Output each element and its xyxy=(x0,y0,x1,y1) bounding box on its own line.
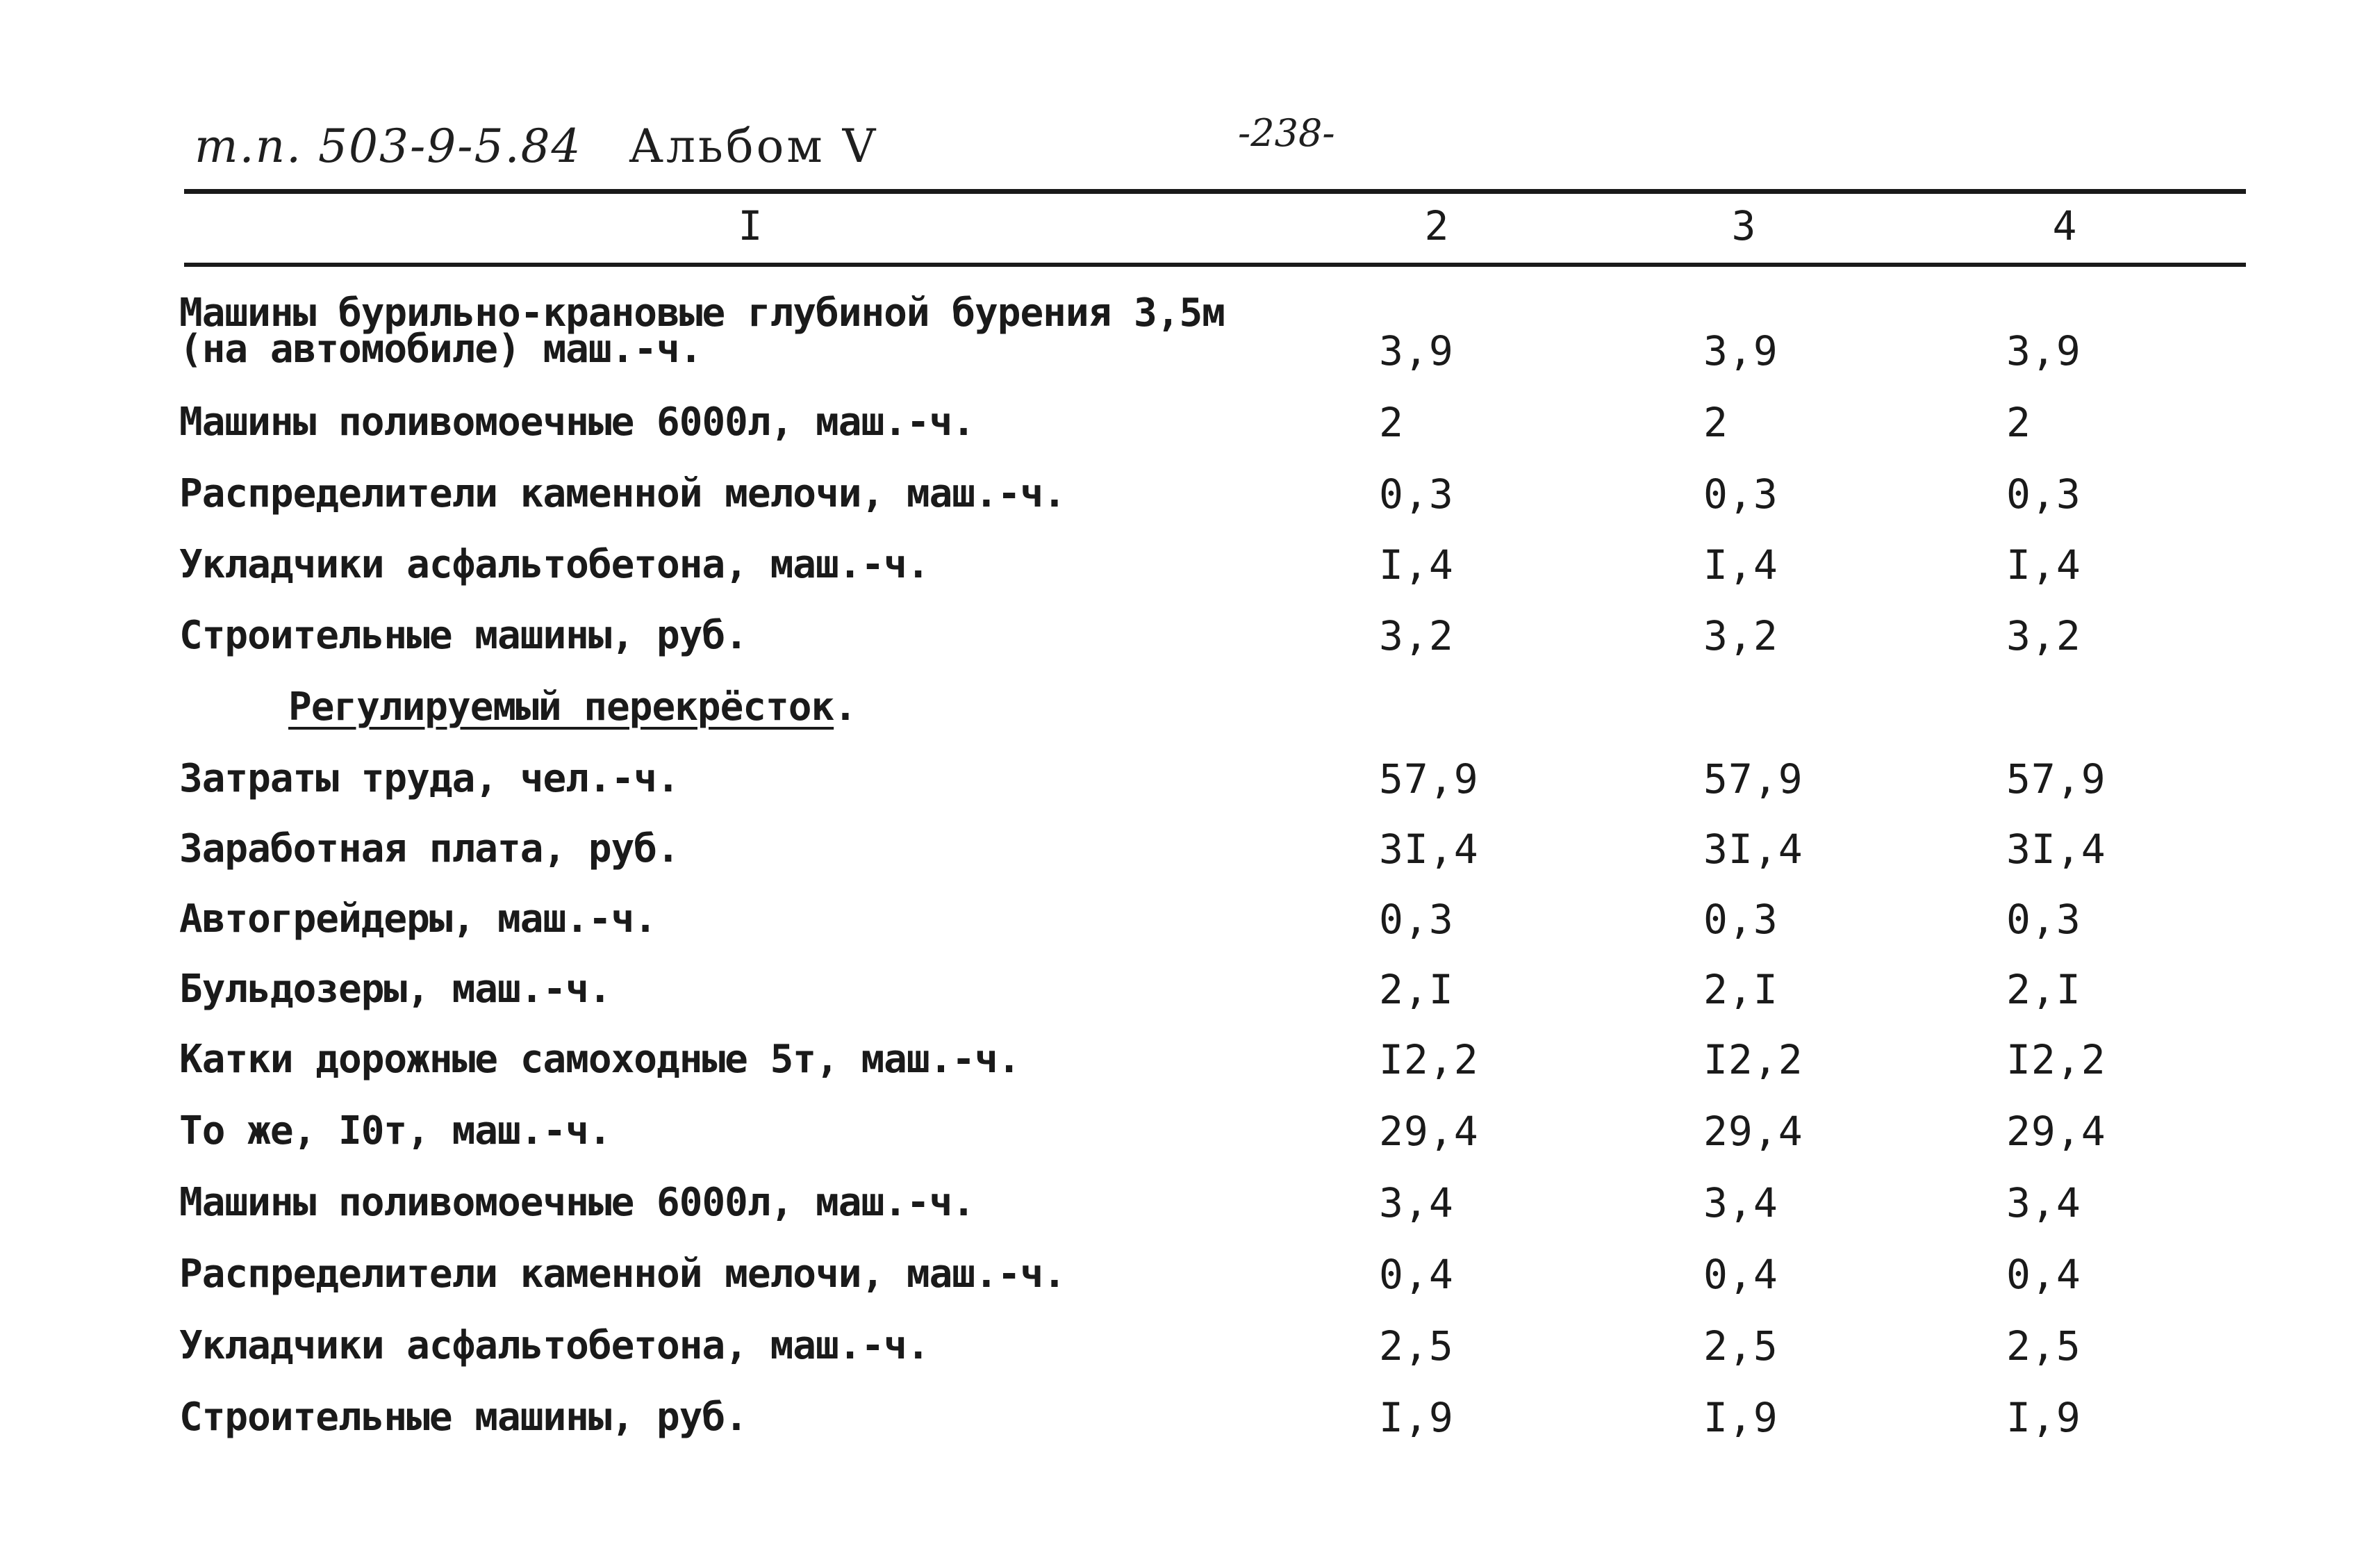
row-value-col2: 0,4 xyxy=(1379,1251,1454,1298)
column-header-4: 4 xyxy=(2052,202,2077,249)
row-value-col2: 2,I xyxy=(1379,966,1454,1013)
row-value-col3: 3I,4 xyxy=(1703,826,1803,873)
row-label: Бульдозеры, маш.-ч. xyxy=(179,967,611,1012)
row-label: Катки дорожные самоходные 5т, маш.-ч. xyxy=(179,1037,1020,1082)
row-value-col3: 2 xyxy=(1703,399,1728,446)
row-value-col3: 2,I xyxy=(1703,966,1778,1013)
row-label: Машины поливомоечные 6000л, маш.-ч. xyxy=(179,400,975,445)
row-value-col3: I,4 xyxy=(1703,541,1778,589)
row-value-col2: 3,9 xyxy=(1379,327,1454,375)
section-title-suffix: . xyxy=(834,684,857,730)
row-value-col3: 0,3 xyxy=(1703,896,1778,943)
row-value-col3: 3,9 xyxy=(1703,327,1778,375)
row-label: Укладчики асфальтобетона, маш.-ч. xyxy=(179,1323,929,1368)
row-value-col2: 57,9 xyxy=(1379,755,1479,803)
row-value-col3: 3,2 xyxy=(1703,612,1778,659)
row-label: Распределители каменной мелочи, маш.-ч. xyxy=(179,1251,1066,1297)
row-value-col3: I2,2 xyxy=(1703,1036,1803,1083)
row-value-col4: I,9 xyxy=(2006,1394,2081,1441)
row-value-col2: 0,3 xyxy=(1379,470,1454,518)
row-value-col2: 2 xyxy=(1379,399,1404,446)
document-code: т.п. 503-9-5.84 xyxy=(195,120,582,173)
row-label: Заработная плата, руб. xyxy=(179,826,679,871)
row-value-col4: 29,4 xyxy=(2006,1108,2106,1155)
row-value-col4: I2,2 xyxy=(2006,1036,2106,1083)
row-value-col3: 0,4 xyxy=(1703,1251,1778,1298)
row-value-col4: 3,4 xyxy=(2006,1179,2081,1226)
row-value-col2: I2,2 xyxy=(1379,1036,1479,1083)
row-value-col4: 3,9 xyxy=(2006,327,2081,375)
row-label: Автогрейдеры, маш.-ч. xyxy=(179,896,657,942)
section-title xyxy=(288,684,857,730)
row-value-col2: 0,3 xyxy=(1379,896,1454,943)
row-value-col4: 2 xyxy=(2006,399,2031,446)
column-header-1: I xyxy=(738,202,763,249)
table-header-rule xyxy=(184,263,2246,267)
row-value-col3: 29,4 xyxy=(1703,1108,1803,1155)
row-value-col3: 2,5 xyxy=(1703,1322,1778,1370)
row-value-col4: 2,I xyxy=(2006,966,2081,1013)
table-top-rule xyxy=(184,189,2246,194)
row-label: Строительные машины, руб. xyxy=(179,1395,747,1440)
row-value-col2: 3,4 xyxy=(1379,1179,1454,1226)
row-label: Машины бурильно-крановые глубиной бурения 3,5м (на автомобиле) маш.-ч. xyxy=(179,290,1225,372)
row-value-col2: 3,2 xyxy=(1379,612,1454,659)
row-value-col4: 3I,4 xyxy=(2006,826,2106,873)
row-value-col4: 3,2 xyxy=(2006,612,2081,659)
row-value-col3: 57,9 xyxy=(1703,755,1803,803)
column-header-2: 2 xyxy=(1424,202,1449,249)
row-value-col3: 0,3 xyxy=(1703,470,1778,518)
row-value-col2: I,9 xyxy=(1379,1394,1454,1441)
row-value-col4: 57,9 xyxy=(2006,755,2106,803)
row-value-col2: 3I,4 xyxy=(1379,826,1479,873)
album-label: Альбом V xyxy=(629,120,879,173)
row-value-col3: I,9 xyxy=(1703,1394,1778,1441)
row-label: Затраты труда, чел.-ч. xyxy=(179,756,679,801)
row-label: Машины поливомоечные 6000л, маш.-ч. xyxy=(179,1180,975,1225)
row-value-col2: 29,4 xyxy=(1379,1108,1479,1155)
row-value-col4: 2,5 xyxy=(2006,1322,2081,1370)
row-value-col2: 2,5 xyxy=(1379,1322,1454,1370)
row-label: Строительные машины, руб. xyxy=(179,613,747,658)
section-title-text: Регулируемый перекрёсток xyxy=(288,684,834,730)
row-value-col3: 3,4 xyxy=(1703,1179,1778,1226)
row-label: То же, I0т, маш.-ч. xyxy=(179,1108,611,1153)
column-header-3: 3 xyxy=(1731,202,1756,249)
row-label: Распределители каменной мелочи, маш.-ч. xyxy=(179,471,1066,516)
row-value-col4: 0,3 xyxy=(2006,470,2081,518)
row-label: Укладчики асфальтобетона, маш.-ч. xyxy=(179,542,929,587)
row-value-col4: 0,4 xyxy=(2006,1251,2081,1298)
row-value-col4: 0,3 xyxy=(2006,896,2081,943)
page-number: -238- xyxy=(1238,111,1335,155)
row-value-col4: I,4 xyxy=(2006,541,2081,589)
row-value-col2: I,4 xyxy=(1379,541,1454,589)
